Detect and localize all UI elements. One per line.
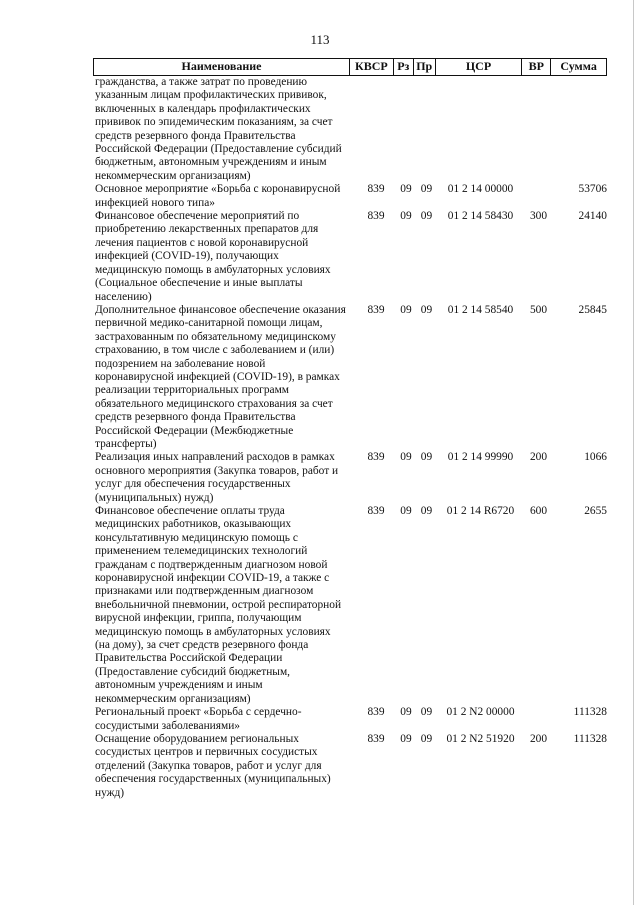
cell-vr	[523, 76, 552, 183]
page-edge-line	[633, 0, 634, 905]
header-rz: Рз	[394, 59, 414, 75]
cell-csr: 01 2 14 00000	[447, 183, 514, 196]
table-header	[93, 58, 607, 76]
cell-csr: 01 2 14 58540	[447, 303, 514, 316]
table-row	[93, 304, 607, 451]
cell-sum: 25845	[578, 303, 607, 316]
cell-pr: 09	[420, 505, 433, 517]
header-pr: Пр	[414, 59, 436, 75]
table-row	[93, 706, 607, 733]
cell-pr: 09	[420, 732, 433, 745]
cell-rz: 09	[400, 706, 412, 719]
cell-name: Основное мероприятие «Борьба с коронавирусной инфекцией нового типа»	[95, 183, 341, 209]
cell-rz: 09	[400, 303, 412, 316]
cell-vr: 200	[529, 451, 548, 464]
header-kvsr: КВСР	[350, 59, 394, 75]
table-row	[93, 210, 607, 304]
cell-kvsr: 839	[367, 303, 385, 316]
cell-sum	[552, 76, 607, 183]
cell-csr: 01 2 14 99990	[447, 451, 514, 464]
cell-csr: 01 2 14 R6720	[446, 505, 515, 517]
budget-table	[93, 58, 607, 800]
cell-kvsr: 839	[367, 732, 385, 745]
cell-rz	[394, 76, 414, 183]
cell-rz: 09	[400, 451, 412, 464]
cell-pr: 09	[420, 451, 433, 464]
cell-name: гражданства, а также затрат по проведению указанным лицам профилактических прививок, включенных в календарь профилактических прививок по эпидемическим показаниям, за счет средств резервного фонда Правительства Российской Федерации (Предоставление субсидий бюджетным, автономным учреждениям и иным некоммерческим организациям)	[95, 76, 342, 182]
cell-vr	[523, 706, 552, 733]
cell-name: Финансовое обеспечение мероприятий по приобретению лекарственных препаратов для лечения пациентов с новой коронавирусной инфекцией (COVID-19), получающих медицинскую помощь в амбулаторных условиях (Социальное обеспечение и иные выплаты населению)	[95, 210, 331, 303]
cell-kvsr: 839	[367, 210, 385, 223]
table-row	[93, 733, 607, 800]
cell-kvsr: 839	[367, 706, 385, 719]
cell-name: Реализация иных направлений расходов в рамках основного мероприятия (Закупка товаров, работ и услуг для обеспечения государственных (муниципальных) нужд)	[95, 451, 339, 504]
cell-csr: 01 2 N2 00000	[446, 706, 515, 719]
cell-kvsr	[350, 76, 394, 183]
table-body	[93, 76, 607, 800]
cell-name: Дополнительное финансовое обеспечение оказания первичной медико-санитарной помощи лицам, застрахованным по обязательному медицинскому страхованию, в том числе с заболеванием и (или) подозрением на заболевание новой коронавирусной инфекцией (COVID-19), в рамках реализации территориальных программ обязательного медицинского страхования за счет средств резервного фонда Правительства Российской Федерации (Межбюджетные трансферты)	[95, 303, 346, 450]
page-number: 113	[310, 32, 330, 47]
table-row	[93, 451, 607, 505]
cell-vr: 600	[529, 505, 548, 517]
cell-name: Региональный проект «Борьба с сердечно-сосудистыми заболеваниями»	[95, 706, 302, 732]
table-row	[93, 183, 607, 210]
cell-name: Оснащение оборудованием региональных сосудистых центров и первичных сосудистых отделений (Закупка товаров, работ и услуг для обеспечения государственных (муниципальных) нужд)	[95, 732, 331, 799]
cell-vr: 500	[529, 303, 548, 316]
cell-pr: 09	[420, 210, 433, 223]
cell-kvsr: 839	[367, 505, 385, 517]
table-row	[93, 76, 607, 183]
cell-pr: 09	[420, 706, 433, 719]
cell-sum: 1066	[584, 451, 607, 464]
cell-csr	[436, 76, 523, 183]
cell-kvsr: 839	[367, 451, 385, 464]
cell-vr	[523, 183, 552, 210]
cell-vr: 200	[529, 732, 548, 745]
cell-rz: 09	[400, 732, 412, 745]
cell-rz: 09	[400, 210, 412, 223]
cell-vr: 300	[529, 210, 548, 223]
cell-sum: 24140	[578, 210, 607, 223]
header-name: Наименование	[94, 59, 350, 75]
cell-pr: 09	[420, 183, 433, 196]
cell-sum: 2655	[584, 505, 607, 517]
cell-rz: 09	[400, 505, 412, 517]
cell-rz: 09	[400, 183, 412, 196]
cell-sum: 111328	[573, 732, 607, 745]
cell-csr: 01 2 14 58430	[447, 210, 514, 223]
table-row	[93, 505, 607, 706]
cell-kvsr: 839	[367, 183, 385, 196]
header-vr: ВР	[522, 59, 551, 75]
cell-sum: 111328	[573, 706, 607, 719]
cell-csr: 01 2 N2 51920	[446, 732, 515, 745]
cell-pr	[414, 76, 436, 183]
header-csr: ЦСР	[436, 59, 523, 75]
cell-pr: 09	[420, 303, 433, 316]
cell-name: Финансовое обеспечение оплаты труда медицинских работников, оказывающих консультативную медицинскую помощь с применением телемедицинских технологий гражданам с подтвержденным диагнозом новой коронавирусной инфекции COVID-19, а также с признаками или подтвержденным диагнозом внебольничной пневмонии, острой респираторной вирусной инфекции, гриппа, получающим медицинскую помощь в амбулаторных условиях (на дому), за счет средств резервного фонда Правительства Российской Федерации (Предоставление субсидий бюджетным, автономным учреждениям и иным некоммерческим организациям)	[95, 505, 342, 705]
cell-sum: 53706	[578, 183, 607, 196]
header-sum: Сумма	[560, 59, 597, 73]
